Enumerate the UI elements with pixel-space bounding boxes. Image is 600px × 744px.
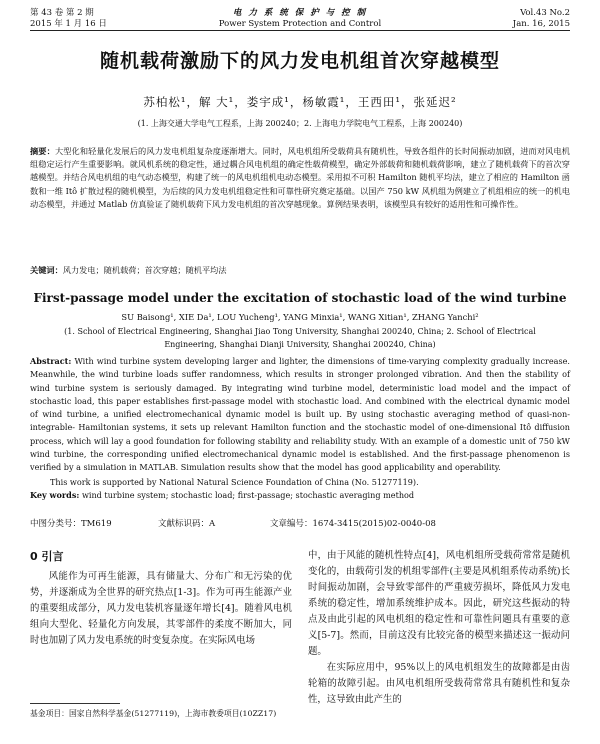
running-head bbox=[30, 8, 570, 31]
date-cn: 2015 年 1 月 16 日 bbox=[30, 19, 107, 29]
volume-cn: 第 43 卷 第 2 期 bbox=[30, 8, 94, 18]
journal-name-cn: 电 力 系 统 保 护 与 控 制 bbox=[232, 8, 368, 18]
date-en: Jan. 16, 2015 bbox=[512, 19, 570, 29]
body-left-column bbox=[30, 548, 292, 649]
keywords-cn bbox=[30, 265, 570, 276]
keywords-cn-label: 关键词： bbox=[30, 265, 63, 275]
affiliations-cn: (1. 上海交通大学电气工程系，上海 200240；2. 上海电力学院电气工程系，上海 200240) bbox=[137, 119, 463, 128]
keywords-en bbox=[30, 490, 570, 500]
abstract-cn-text: 大型化和轻量化发展后的风力发电机组复杂度逐渐增大。同时，风电机组所受载荷具有随机性，导致各组件的长时间振动加剧，进而对风电机组稳定运行产生重要影响。就风机系统的稳定性，通过耦合风电机组的确定性载荷模型，确定外部载荷和随机载荷影响，建立了随机载荷下的首次穿越模型。并结合风电机组的电气动态模型，构建了统一的风电机组机电动态模型。采用拟不可积 Hamilton 随机平均法，建立了相应的 Hamilton 函数和一维 Itô 扩散过程的随机模型，为后续的风力发电机组稳定性和可靠性研究奠定基础。以国产 750 kW 风机组为例建立了机组相应的统一的机电动态模型，并通过 Matlab 仿真验证了随机载荷下风力发电机组的首次穿越现象。算例结果表明，该模型具有较好的适用性和可操作性。 bbox=[30, 146, 570, 209]
volume-en: Vol.43 No.2 bbox=[520, 8, 570, 18]
authors-cn: 苏柏松¹，解 大¹，娄宇成¹，杨敏霞¹，王西田¹，张延迟² bbox=[143, 95, 457, 109]
keywords-cn-text: 风力发电；随机载荷；首次穿越；随机平均法 bbox=[62, 265, 227, 275]
article-id: 文章编号：1674-3415(2015)02-0040-08 bbox=[270, 519, 436, 529]
footnote-funding: 基金项目：国家自然科学基金(51277119)，上海市教委项目(10ZZ17) bbox=[30, 709, 277, 718]
abstract-en-label: Abstract: bbox=[30, 356, 72, 366]
running-head-center bbox=[30, 8, 570, 30]
body-paragraph: 风能作为可再生能源，具有储量大、分布广和无污染的优势，并逐渐成为全世界的研究热点[1-3]。作为可再生能源产业的重要组成部分，风力发电装机容量逐年增长[4]。随着风电机组向大型化、轻量化方向发展，其零部件的柔度不断加大，同时也加剧了风力发电系统的时变复杂度。在实际风电场 bbox=[30, 571, 292, 646]
abstract-cn-label: 摘要： bbox=[30, 146, 55, 156]
funding-note-en: This work is supported by National Natural Science Foundation of China (No. 51277119). bbox=[50, 477, 419, 487]
authors-en: SU Baisong¹, XIE Da¹, LOU Yucheng¹, YANG Minxia¹, WANG Xitian¹, ZHANG Yanchi² bbox=[121, 312, 479, 322]
abstract-en bbox=[30, 355, 570, 475]
paper-title-cn: 随机载荷激励下的风力发电机组首次穿越模型 bbox=[99, 50, 500, 72]
paper-title-en: First-passage model under the excitation of stochastic load of the wind turbine bbox=[33, 291, 567, 305]
affiliations-en: (1. School of Electrical Engineering, Shanghai Jiao Tong University, Shanghai 200240, China; 2. School of Electrical Engineering, Shanghai Dianji University, Shanghai 200240, China) bbox=[64, 327, 536, 349]
keywords-en-label: Key words: bbox=[30, 490, 80, 500]
clc-number: 中图分类号：TM619 bbox=[30, 519, 112, 529]
abstract-en-text: With wind turbine system developing larger and lighter, the dimensions of time-varying complexity gradually increase. Meanwhile, the wind turbine loads suffer randomness, which results in stronger prolonged vibration. And then the stability of wind turbine system is seriously damaged. By integrating wind turbine model, deterministic load model and the impact of stochastic load, this paper establishes first-passage model with stochastic load. And combined with the electrical dynamic model of wind turbine, a unified electromechanical dynamic model is built up. By using stochastic averaging method of quasi-non-integrable- Hamiltonian systems, it sets up relevant Hamilton function and the stochastic model of one-dimensional Itô diffusion process, which will lay a good foundation for following stability and reliability study. With an example of a domestic unit of 750 kW wind turbine, the corresponding unified electromechanical dynamic model is established. And the first-passage phenomenon is verified by a simulation in MATLAB. Simulation results show that the model has good applicability and operability. bbox=[30, 356, 570, 473]
abstract-cn bbox=[30, 145, 570, 211]
keywords-en-text: wind turbine system; stochastic load; first-passage; stochastic averaging method bbox=[81, 490, 415, 500]
journal-name-en: Power System Protection and Control bbox=[218, 19, 382, 29]
footnote-divider bbox=[30, 703, 120, 704]
section-heading-introduction: 0 引言 bbox=[30, 550, 64, 563]
body-paragraph: 在实际应用中，95%以上的风电机组发生的故障都是由齿轮箱的故障引起。由风电机组所受载荷常常具有随机性和复杂性，这导致由此产生的 bbox=[308, 662, 570, 705]
document-code: 文献标识码：A bbox=[158, 519, 216, 529]
running-head-right bbox=[513, 8, 570, 30]
body-paragraph: 中，由于风能的随机性特点[4]，风电机组所受载荷常常是随机变化的，由载荷引发的机组零部件(主要是风机组系传动系统)长时间振动加剧，会导致零部件的严重疲劳损坏，降低风力发电系统的稳定性，增加系统维护成本。因此，研究这些振动的特点及由此引起的风电机组的稳定性和可靠性问题具有重要的意义[5-7]。然而，目前这没有比较完备的模型来描述这一振动问题。 bbox=[308, 550, 570, 657]
body-right-column bbox=[308, 548, 570, 708]
